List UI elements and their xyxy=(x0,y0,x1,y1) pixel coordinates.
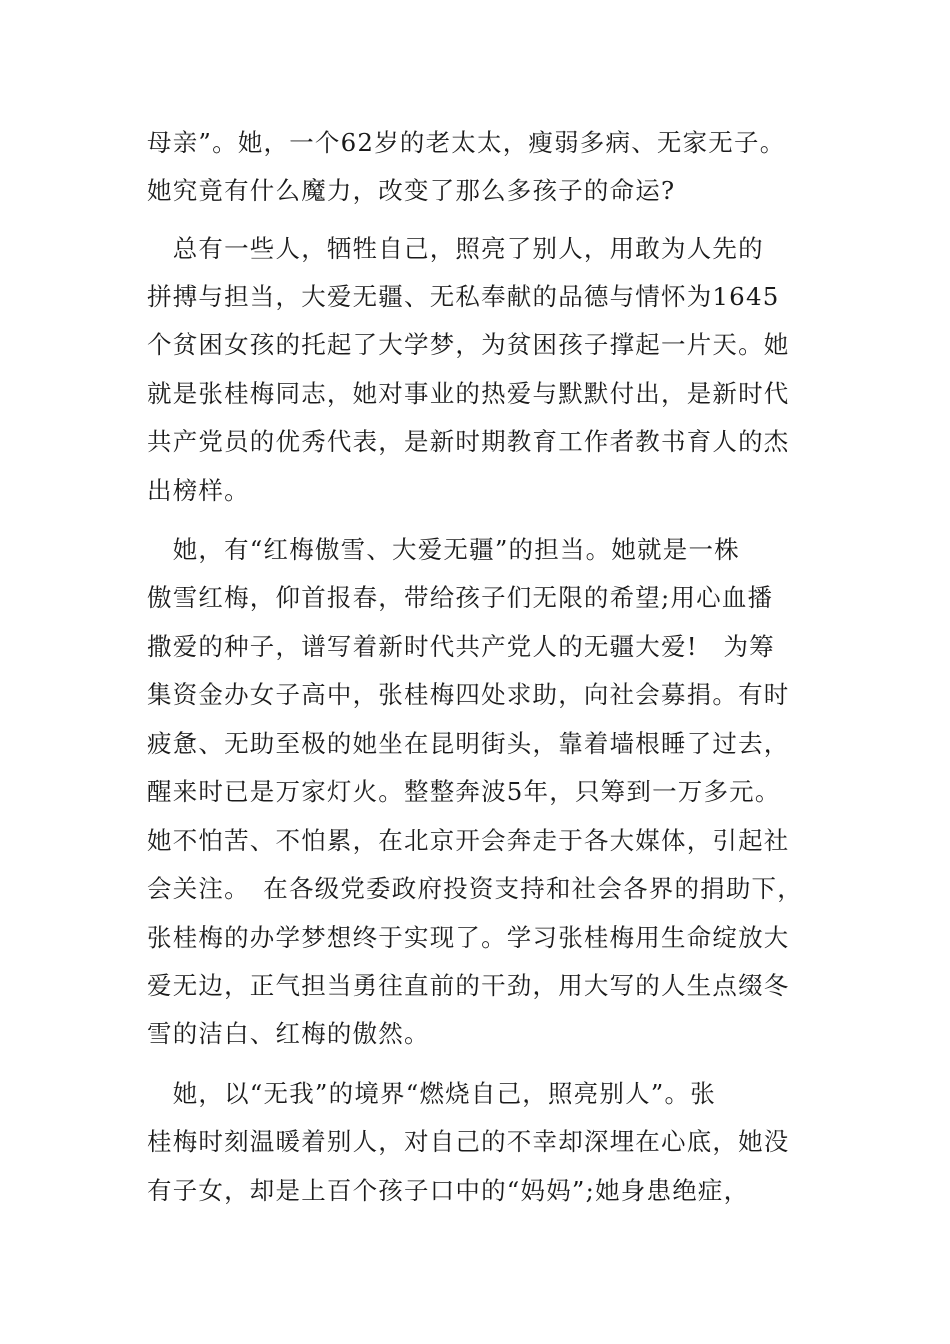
text-line-13: 疲惫、无助至极的她坐在昆明街头，靠着墙根睡了过去， xyxy=(147,729,790,758)
text-line-16: 会关注。 在各级党委政府投资支持和社会各界的捐助下， xyxy=(147,874,803,903)
text-line-7: 共产党员的优秀代表，是新时期教育工作者教书育人的杰 xyxy=(147,427,790,456)
text-line-10: 傲雪红梅，仰首报春，带给孩子们无限的希望;用心血播 xyxy=(147,583,774,612)
text-line-14: 醒来时已是万家灯火。整整奔波5年，只筹到一万多元。 xyxy=(147,777,781,806)
text-line-9: 她，有“红梅傲雪、大爱无疆”的担当。她就是一株 xyxy=(147,535,740,564)
text-line-8: 出榜样。 xyxy=(147,476,250,505)
text-line-6: 就是张桂梅同志，她对事业的热爱与默默付出，是新时代 xyxy=(147,379,790,408)
text-line-2: 她究竟有什么魔力，改变了那么多孩子的命运? xyxy=(147,176,676,205)
text-line-17: 张桂梅的办学梦想终于实现了。学习张桂梅用生命绽放大 xyxy=(147,923,790,952)
text-line-22: 有子女，却是上百个孩子口中的“妈妈”;她身患绝症， xyxy=(147,1176,750,1205)
text-line-20: 她，以“无我”的境界“燃烧自己，照亮别人”。张 xyxy=(147,1079,716,1108)
text-line-12: 集资金办女子高中，张桂梅四处求助，向社会募捐。有时 xyxy=(147,680,790,709)
text-line-1: 母亲”。她，一个62岁的老太太，瘦弱多病、无家无子。 xyxy=(147,128,786,157)
text-line-19: 雪的洁白、红梅的傲然。 xyxy=(147,1019,430,1048)
text-line-5: 个贫困女孩的托起了大学梦，为贫困孩子撑起一片天。她 xyxy=(147,330,790,359)
text-line-3: 总有一些人，牺牲自己，照亮了别人，用敢为人先的 xyxy=(147,234,764,263)
text-line-11: 撒爱的种子，谱写着新时代共产党人的无疆大爱! 为筹 xyxy=(147,632,775,661)
text-line-15: 她不怕苦、不怕累，在北京开会奔走于各大媒体，引起社 xyxy=(147,826,790,855)
text-line-21: 桂梅时刻温暖着别人，对自己的不幸却深埋在心底，她没 xyxy=(147,1127,790,1156)
text-line-4: 拼搏与担当，大爱无疆、无私奉献的品德与情怀为1645 xyxy=(147,282,780,311)
text-line-18: 爱无边，正气担当勇往直前的干劲，用大写的人生点缀冬 xyxy=(147,971,790,1000)
